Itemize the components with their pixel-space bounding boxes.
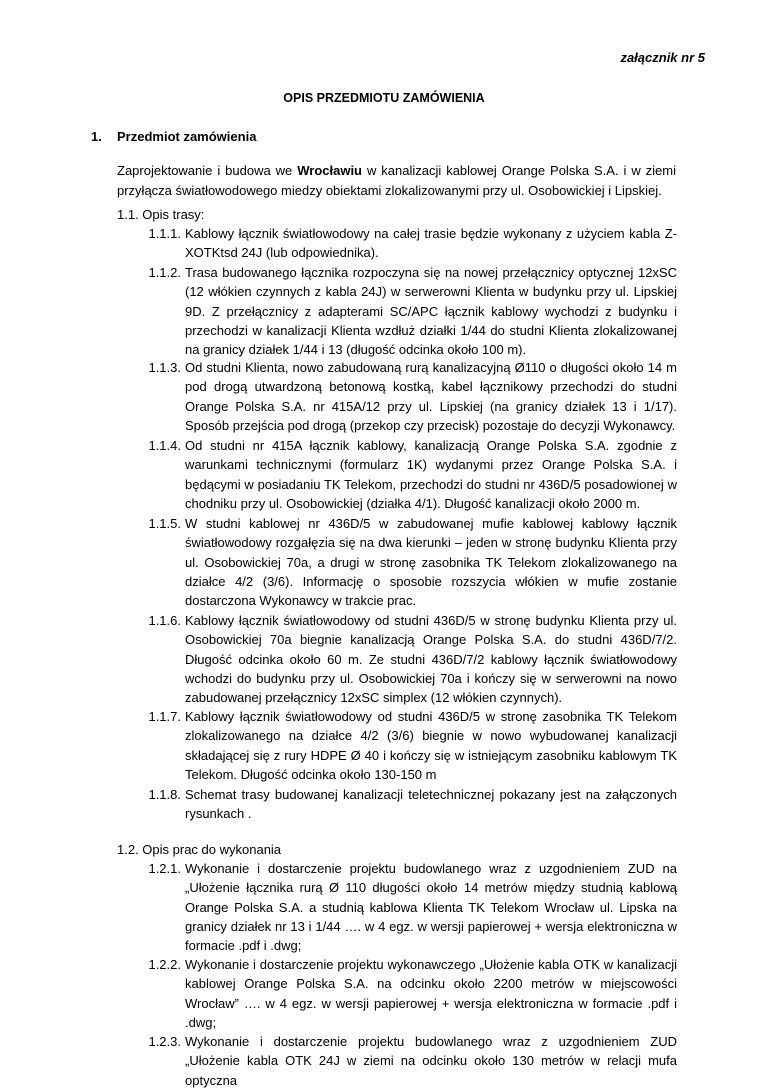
intro-text-start: Zaprojektowanie i budowa we <box>117 163 298 178</box>
list-item <box>117 785 677 824</box>
item-number: 1.1.5. <box>148 516 181 531</box>
intro-city-bold: Wrocławiu <box>297 163 362 178</box>
section-title: Przedmiot zamówienia <box>117 129 257 144</box>
list-item <box>117 859 677 955</box>
item-number: 1.2.1. <box>148 861 181 876</box>
document-title: OPIS PRZEDMIOTU ZAMÓWIENIA <box>283 91 485 105</box>
list-item <box>117 224 677 263</box>
item-text: Wykonanie i dostarczenie projektu budowlanego wraz z uzgodnieniem ZUD „Ułożenie kabla OTK 24J w ziemi na odcinku około 130 metrów w relacji mufa optyczna <box>185 1034 677 1088</box>
section-number: 1. <box>91 129 102 144</box>
item-number: 1.1.8. <box>148 787 181 802</box>
item-number: 1.1.3. <box>148 360 181 375</box>
item-number: 1.1.1. <box>148 226 181 241</box>
item-text: Od studni nr 415A łącznik kablowy, kanalizacją Orange Polska S.A. zgodnie z warunkami technicznymi (formularz 1K) wydanymi przez Orange Polska S.A. i będącymi w posiadaniu TK Telekom, przechodzi do studni nr 436D/5 posadowionej w chodniku przy ul. Osobowickiej (działka 4/1). Długość kanalizacji około 2000 m. <box>185 438 677 511</box>
intro-text-end: w kanalizacji kablowej Orange Polska S.A. i w ziemi przyłącza światłowodowego miedzy obiektami zlokalizowanymi przy ul. Osobowickiej i Lipskiej. <box>117 163 676 198</box>
item-text: Wykonanie i dostarczenie projektu budowlanego wraz z uzgodnieniem ZUD na „Ułożenie łącznika rurą Ø 110 długości około 14 metrów między studnią kablową Orange Polska S.A. a studnią kablowa Klienta TK Telekom Wrocław ul. Lipska na granicy działek nr 13 i 1/44 …. w 4 egz. w wersji papierowej + wersja elektroniczna w formacie .pdf i .dwg; <box>185 861 677 954</box>
list-item <box>117 1032 677 1090</box>
item-number: 1.1.6. <box>148 613 181 628</box>
item-text: Kablowy łącznik światłowodowy na całej trasie będzie wykonany z użyciem kabla Z-XOTKtsd 24J (lub odpowiednika). <box>185 226 677 261</box>
list-item <box>117 358 677 435</box>
list-item <box>117 436 677 513</box>
item-text: W studni kablowej nr 436D/5 w zabudowanej mufie kablowej kablowy łącznik światłowodowy rozgałęzia się na dwa kierunki – jeden w stronę budynku Klienta przy ul. Osobowickiej 70a, a drugi w stronę zasobnika TK Telekom zlokalizowanego na działce 4/2 (3/6). Informację o sposobie rozszycia włókien w mufie zostanie dostarczona Wykonawcy w trakcie prac. <box>185 516 677 609</box>
item-number: 1.2.2. <box>148 957 181 972</box>
list-item <box>117 707 677 784</box>
list-item <box>117 611 677 707</box>
item-text: Schemat trasy budowanej kanalizacji teletechnicznej pokazany jest na załączonych rysunkach . <box>185 787 677 822</box>
item-text: Wykonanie i dostarczenie projektu wykonawczego „Ułożenie kabla OTK w kanalizacji kablowej Orange Polska S.A. na odcinku około 2200 metrów w miejscowości Wrocław” …. w 4 egz. w wersji papierowej + wersja elektroniczna w formacie .pdf i .dwg; <box>185 957 677 1030</box>
item-number: 1.1.2. <box>148 265 181 280</box>
list-item <box>117 514 677 610</box>
section-intro <box>117 161 676 201</box>
item-text: Kablowy łącznik światłowodowy od studni 436D/5 w stronę zasobnika TK Telekom zlokalizowanego na działce 4/2 (3/6) biegnie w nowo wybudowanej kanalizacji składającej się z rury HDPE Ø 40 i kończy się w istniejącym zasobniku kablowym TK Telekom. Długość odcinka około 130-150 m <box>185 709 677 782</box>
list-item <box>117 263 677 359</box>
item-text: Trasa budowanego łącznika rozpoczyna się na nowej przełącznicy optycznej 12xSC (12 włókien czynnych z kabla 24J) w serwerowni Klienta w budynku przy ul. Lipskiej 9D. Z przełącznicy z adapterami SC/APC łącznik kablowy wychodzi z budynku i przechodzi w kanalizacji Klienta wzdłuż działki 1/44 do studni Klienta zlokalizowanej na granicy działek 1/44 i 13 (długość odcinka około 100 m). <box>185 265 677 358</box>
item-number: 1.2.3. <box>148 1034 181 1049</box>
item-number: 1.1.7. <box>148 709 181 724</box>
subsection-heading-works: 1.2. Opis prac do wykonania <box>117 842 282 857</box>
item-number: 1.1.4. <box>148 438 181 453</box>
item-text: Od studni Klienta, nowo zabudowaną rurą kanalizacyjną Ø110 o długości około 14 m pod drogą utwardzoną betonową kostką, kabel łącznikowy przechodzi do studni Orange Polska S.A. nr 415A/12 przy ul. Lipskiej (na granicy działek 13 i 1/17). Sposób przejścia pod drogą (przekop czy przecisk) pozostaje do decyzji Wykonawcy. <box>185 360 677 433</box>
subsection-heading-route: 1.1. Opis trasy: <box>117 207 205 222</box>
item-text: Kablowy łącznik światłowodowy od studni 436D/5 w stronę budynku Klienta przy ul. Osobowickiej 70a biegnie kanalizacją Orange Polska S.A. do studni 436D/7/2. Długość odcinka około 60 m. Ze studni 436D/7/2 kablowy łącznik światłowodowy wchodzi do budynku przy ul. Osobowickiej 70a i kończy się w serwerowni na nowo zabudowanej przełącznicy 12xSC simplex (12 włókien czynnych). <box>185 613 677 706</box>
attachment-label: załącznik nr 5 <box>620 50 705 65</box>
